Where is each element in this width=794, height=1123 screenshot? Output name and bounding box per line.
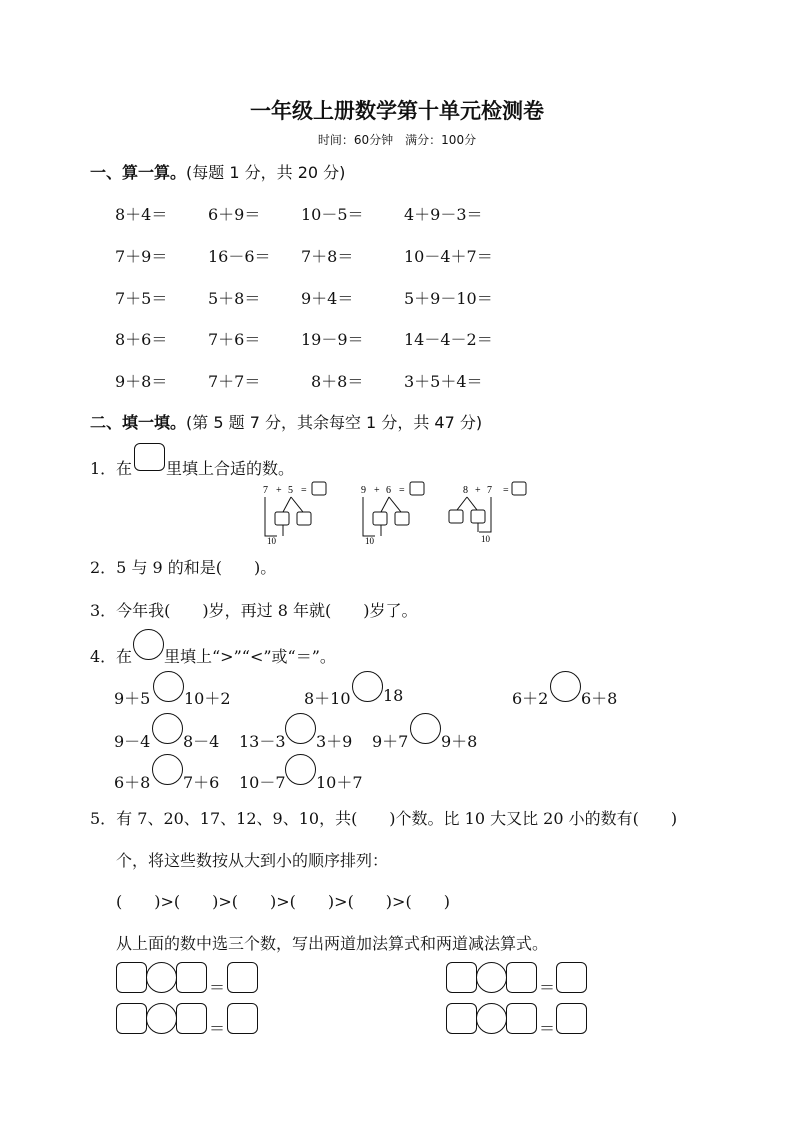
diagram-operator: +: [374, 485, 380, 496]
operand-box-icon: [506, 1003, 537, 1034]
compare-circle-icon: [352, 671, 383, 702]
compare-circle-icon: [550, 671, 581, 702]
calc-item: 16－6＝: [208, 247, 271, 266]
calc-item: 7＋5＝: [115, 289, 168, 308]
operand-box-icon: [446, 1003, 477, 1034]
calc-item: 7＋6＝: [208, 330, 261, 349]
calc-item: 9＋8＝: [115, 372, 168, 391]
compare-left: 13－3: [239, 732, 286, 751]
compare-circle-icon: [152, 754, 183, 785]
diagram-ten: 10: [365, 536, 374, 546]
compare-right: 10＋2: [184, 689, 231, 708]
section2-header: [90, 410, 482, 433]
diagram-equals: =: [503, 485, 509, 496]
diagram-addend-b: 5: [288, 485, 293, 496]
section2-note: (第 5 题 7 分，其余每空 1 分，共 47 分): [186, 413, 483, 432]
operand-box-icon: [116, 1003, 147, 1034]
compare-left: 6＋2: [512, 689, 549, 708]
calc-item: 4＋9－3＝: [404, 205, 483, 224]
diagram-addend-a: 9: [361, 485, 366, 496]
q3-text: 3．今年我( )岁，再过 8 年就( )岁了。: [90, 601, 418, 620]
section1-header: [90, 160, 345, 183]
operand-box-icon: [446, 962, 477, 993]
compare-left: 9＋5: [114, 689, 151, 708]
compare-circle-icon: [153, 671, 184, 702]
equals-sign: ＝: [209, 978, 226, 997]
split-box-icon: [373, 512, 387, 525]
diagram-operator: +: [475, 485, 481, 496]
split-line: [457, 497, 467, 510]
equals-sign: ＝: [209, 1019, 226, 1038]
diagram-operator: +: [276, 485, 282, 496]
compare-left: 9－4: [114, 732, 151, 751]
q5-line2: 个，将这些数按从大到小的顺序排列：: [116, 851, 389, 870]
split-line: [291, 497, 303, 512]
operator-circle-icon: [476, 1003, 507, 1034]
q1-number: 1．: [90, 459, 117, 478]
equals-sign: ＝: [539, 1019, 556, 1038]
compare-right: 18: [383, 686, 404, 705]
split-box-icon: [297, 512, 311, 525]
operand-box-icon: [176, 962, 207, 993]
number-split-diagrams: [255, 478, 555, 548]
q5-line1: 5．有 7、20、17、12、9、10，共( )个数。比 10 大又比 20 小的数有( ): [90, 809, 678, 828]
calc-item: 8＋4＝: [115, 205, 168, 224]
calc-item: 6＋9＝: [208, 205, 261, 224]
calc-item: 5＋9－10＝: [404, 289, 493, 308]
compare-circle-icon: [285, 713, 316, 744]
compare-right: 7＋6: [183, 773, 220, 792]
diagram-addend-b: 6: [386, 485, 391, 496]
q4-text-before: 在: [116, 647, 133, 666]
split-diagram-1: [263, 482, 326, 546]
result-box-icon: [556, 1003, 587, 1034]
split-box-icon: [275, 512, 289, 525]
calc-item: 10－4＋7＝: [404, 247, 493, 266]
operand-box-icon: [176, 1003, 207, 1034]
q5-line4: 从上面的数中选三个数，写出两道加法算式和两道减法算式。: [116, 934, 549, 953]
split-box-icon: [471, 510, 485, 523]
section2-heading: 二、填一填。: [90, 413, 187, 432]
split-line: [389, 497, 401, 512]
split-diagram-3: [449, 482, 526, 544]
compare-right: 6＋8: [581, 689, 618, 708]
page-title: 一年级上册数学第十单元检测卷: [250, 99, 544, 123]
result-box-icon: [227, 1003, 258, 1034]
compare-left: 10－7: [239, 773, 286, 792]
operator-circle-icon: [146, 962, 177, 993]
compare-right: 3＋9: [316, 732, 353, 751]
diagram-ten: 10: [267, 536, 276, 546]
answer-box-icon: [134, 443, 165, 471]
compare-left: 8＋10: [304, 689, 351, 708]
section1-heading: 一、算一算。: [90, 163, 187, 182]
diagram-addend-a: 8: [463, 485, 468, 496]
calc-item: 19－9＝: [301, 330, 364, 349]
split-box-icon: [449, 510, 463, 523]
compare-right: 9＋8: [441, 732, 478, 751]
diagram-ten: 10: [481, 534, 490, 544]
equals-sign: ＝: [539, 978, 556, 997]
calc-item: 14－4－2＝: [404, 330, 493, 349]
result-box-icon: [512, 482, 526, 495]
q5-order-blanks: ( )>( )>( )>( )>( )>( ): [116, 892, 450, 911]
q2-text: 2．5 与 9 的和是( )。: [90, 558, 277, 577]
calc-item: 10－5＝: [301, 205, 364, 224]
result-box-icon: [410, 482, 424, 495]
split-box-icon: [395, 512, 409, 525]
compare-left: 9＋7: [372, 732, 409, 751]
result-box-icon: [312, 482, 326, 495]
compare-circle-icon: [285, 754, 316, 785]
calc-item: 8＋8＝: [311, 372, 364, 391]
split-line: [283, 497, 291, 512]
diagram-equals: =: [399, 485, 405, 496]
calc-item: 7＋7＝: [208, 372, 261, 391]
q1-text-after: 里填上合适的数。: [166, 459, 295, 478]
calc-item: 9＋4＝: [301, 289, 354, 308]
compare-circle-icon: [410, 713, 441, 744]
split-diagram-2: [361, 482, 424, 546]
diagram-equals: =: [301, 485, 307, 496]
section1-note: (每题 1 分，共 20 分): [186, 163, 346, 182]
result-box-icon: [556, 962, 587, 993]
split-line: [467, 497, 477, 510]
diagram-addend-a: 7: [263, 485, 268, 496]
q4-text-after: 里填上“>”“<”或“＝”。: [164, 647, 336, 666]
operator-circle-icon: [146, 1003, 177, 1034]
result-box-icon: [227, 962, 258, 993]
operand-box-icon: [116, 962, 147, 993]
calc-item: 7＋8＝: [301, 247, 354, 266]
split-line: [381, 497, 389, 512]
compare-circle-icon: [152, 713, 183, 744]
answer-circle-icon: [133, 629, 164, 660]
operator-circle-icon: [476, 962, 507, 993]
q4-number: 4．: [90, 647, 117, 666]
compare-right: 10＋7: [316, 773, 363, 792]
calc-item: 8＋6＝: [115, 330, 168, 349]
operand-box-icon: [506, 962, 537, 993]
calc-item: 7＋9＝: [115, 247, 168, 266]
calc-item: 3＋5＋4＝: [404, 372, 483, 391]
diagram-addend-b: 7: [487, 485, 492, 496]
q1-text-before: 在: [116, 459, 133, 478]
calc-item: 5＋8＝: [208, 289, 261, 308]
compare-left: 6＋8: [114, 773, 151, 792]
compare-right: 8－4: [183, 732, 220, 751]
exam-info: 时间：60分钟 满分：100分: [317, 133, 477, 147]
